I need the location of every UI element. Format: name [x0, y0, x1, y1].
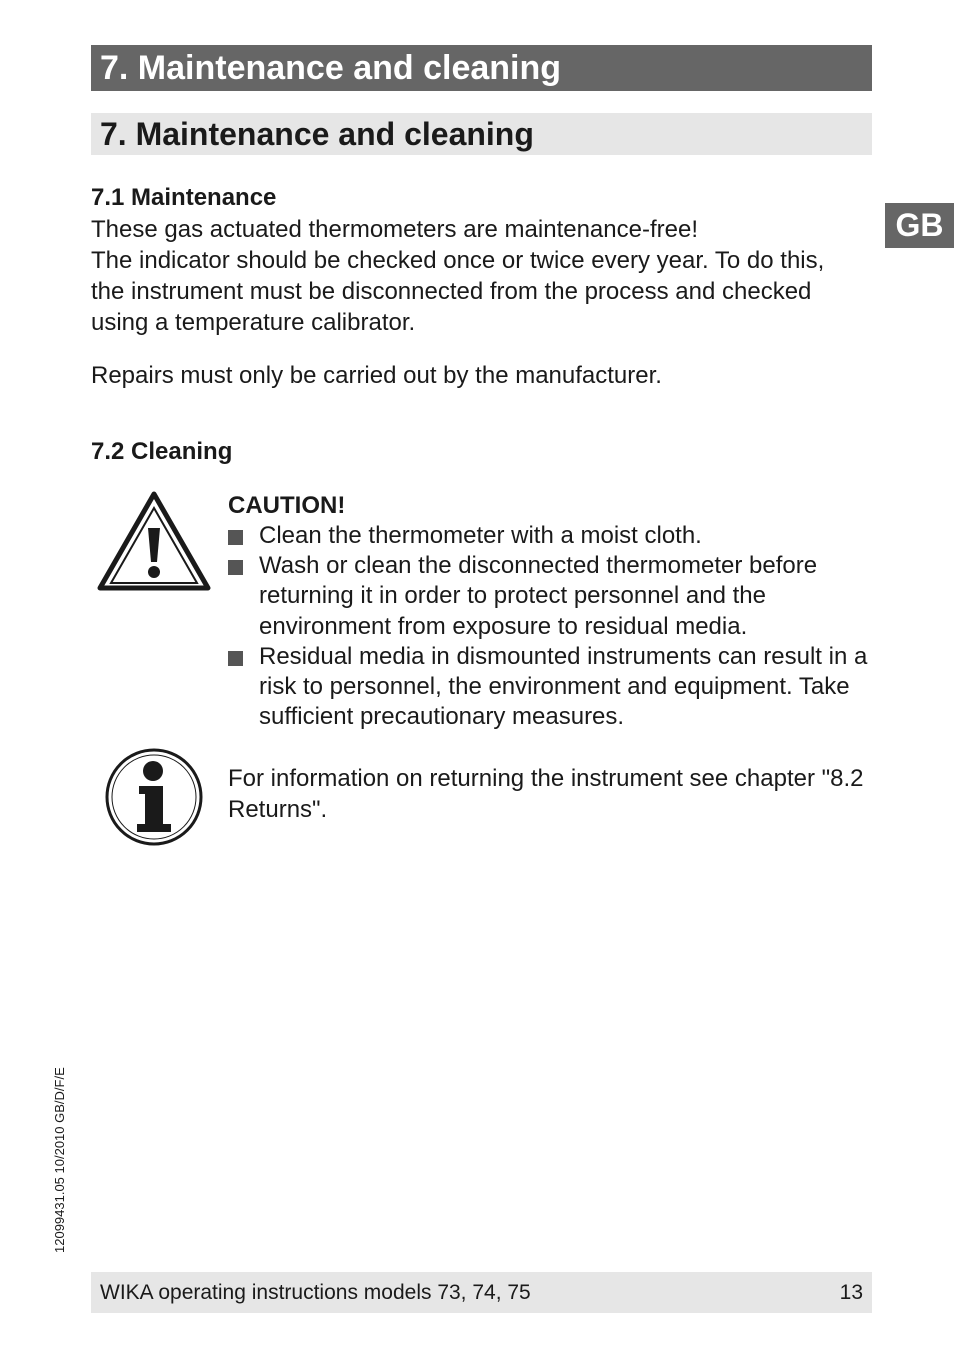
maintenance-paragraph — [91, 214, 881, 338]
footer-text: WIKA operating instructions models 73, 74, 75 — [100, 1281, 531, 1304]
list-item-text: Wash or clean the disconnected thermometer before returning it in order to protect personnel and the environment from exposure to residual media. — [259, 552, 818, 640]
list-item-text: Clean the thermometer with a moist cloth. — [259, 522, 702, 549]
list-item — [228, 642, 878, 733]
maintenance-line: the instrument must be disconnected from the process and checked — [91, 278, 812, 305]
bullet-square-icon — [228, 530, 243, 545]
warning-triangle-icon — [97, 490, 211, 592]
document-code: 12099431.05 10/2010 GB/D/F/E — [52, 1067, 67, 1253]
maintenance-line: These gas actuated thermometers are maintenance-free! — [91, 216, 698, 243]
list-item — [228, 551, 878, 642]
info-text: For information on returning the instrument see chapter "8.2 Returns". — [228, 765, 864, 823]
caution-list — [228, 521, 878, 732]
language-tab: GB — [885, 203, 954, 248]
section-title — [91, 113, 872, 155]
maintenance-line: using a temperature calibrator. — [91, 309, 416, 336]
cleaning-heading: 7.2 Cleaning — [91, 438, 233, 465]
repairs-paragraph: Repairs must only be carried out by the manufacturer. — [91, 362, 662, 389]
list-item — [228, 521, 878, 551]
caution-title: CAUTION! — [228, 492, 346, 519]
chapter-header — [91, 45, 872, 91]
page-number: 13 — [839, 1281, 863, 1304]
page-footer — [91, 1272, 872, 1313]
bullet-square-icon — [228, 560, 243, 575]
bullet-square-icon — [228, 651, 243, 666]
list-item-text: Residual media in dismounted instruments can result in a risk to personnel, the environment and equipment. Take sufficient precautionary measures. — [259, 642, 868, 731]
maintenance-heading: 7.1 Maintenance — [91, 184, 277, 211]
info-circle-icon — [103, 746, 205, 848]
chapter-header-title: 7. Maintenance and cleaning — [100, 49, 562, 87]
section-title-text: 7. Maintenance and cleaning — [100, 116, 534, 152]
maintenance-line: The indicator should be checked once or twice every year. To do this, — [91, 247, 825, 274]
